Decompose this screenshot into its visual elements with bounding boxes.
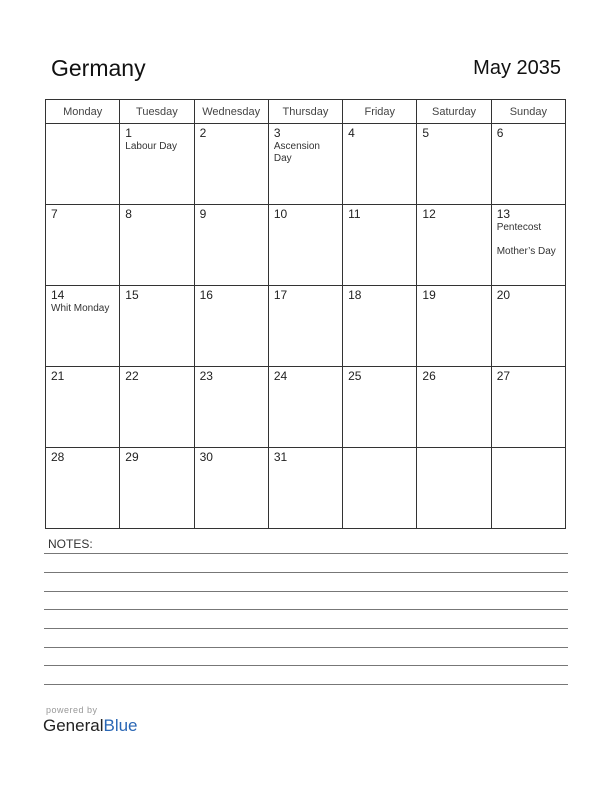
day-number: 21 <box>51 369 65 383</box>
logo-general: General <box>43 716 104 735</box>
day-number: 23 <box>199 369 213 383</box>
weekday-header: Monday <box>46 100 120 124</box>
day-cell[interactable] <box>46 367 120 448</box>
day-number: 14 <box>51 288 65 302</box>
note-line[interactable] <box>44 628 568 629</box>
note-line[interactable] <box>44 665 568 666</box>
holiday-label: Pentecost <box>496 222 542 233</box>
holiday-label: Mother’s Day <box>496 246 556 257</box>
day-cell[interactable] <box>120 124 194 205</box>
day-cell[interactable] <box>120 286 194 367</box>
day-cell[interactable] <box>343 205 417 286</box>
day-cell[interactable] <box>491 367 565 448</box>
day-cell[interactable] <box>417 205 491 286</box>
day-number: 16 <box>199 288 213 302</box>
week-row <box>46 448 566 529</box>
day-number: 20 <box>496 288 511 302</box>
weekday-header: Thursday <box>268 100 342 124</box>
note-line[interactable] <box>44 684 568 685</box>
week-row <box>46 124 566 205</box>
note-line[interactable] <box>44 609 568 610</box>
day-cell[interactable] <box>417 286 491 367</box>
day-number: 15 <box>125 288 139 302</box>
week-row <box>46 286 566 367</box>
day-cell[interactable] <box>120 448 194 529</box>
day-number: 8 <box>125 207 132 221</box>
day-number: 5 <box>422 126 430 140</box>
day-cell[interactable] <box>120 205 194 286</box>
weekday-header: Saturday <box>417 100 491 124</box>
day-cell[interactable] <box>46 124 120 205</box>
day-cell[interactable] <box>491 286 565 367</box>
day-cell[interactable] <box>268 124 342 205</box>
day-number: 1 <box>125 126 132 140</box>
note-line[interactable] <box>44 553 568 554</box>
notes-label: NOTES: <box>48 537 93 551</box>
day-number: 17 <box>273 288 288 302</box>
calendar-grid <box>45 99 566 529</box>
day-number: 2 <box>199 126 207 140</box>
week-row <box>46 367 566 448</box>
weekday-header: Tuesday <box>120 100 194 124</box>
day-cell[interactable] <box>194 448 268 529</box>
day-number: 10 <box>273 207 288 221</box>
day-cell[interactable] <box>343 448 417 529</box>
holiday-label: Labour Day <box>125 141 177 152</box>
day-cell[interactable] <box>120 367 194 448</box>
day-cell[interactable] <box>194 367 268 448</box>
day-cell[interactable] <box>268 367 342 448</box>
day-number: 9 <box>199 207 207 221</box>
note-line[interactable] <box>44 647 568 648</box>
day-number: 28 <box>51 450 65 464</box>
day-number: 19 <box>422 288 436 302</box>
day-number: 27 <box>496 369 511 383</box>
day-cell[interactable] <box>46 286 120 367</box>
day-cell[interactable] <box>194 124 268 205</box>
day-cell[interactable] <box>268 205 342 286</box>
day-cell[interactable] <box>46 448 120 529</box>
day-cell[interactable] <box>194 286 268 367</box>
day-number: 24 <box>273 369 288 383</box>
day-cell[interactable] <box>268 448 342 529</box>
day-number: 11 <box>348 207 361 221</box>
day-cell[interactable] <box>343 286 417 367</box>
day-cell[interactable] <box>417 367 491 448</box>
weekday-header: Wednesday <box>194 100 268 124</box>
day-cell[interactable] <box>194 205 268 286</box>
weekday-header: Friday <box>343 100 417 124</box>
country-title: Germany <box>51 55 146 81</box>
day-number: 7 <box>51 207 58 221</box>
day-number: 22 <box>125 369 139 383</box>
note-line[interactable] <box>44 572 568 573</box>
day-number: 12 <box>422 207 436 221</box>
day-cell[interactable] <box>417 448 491 529</box>
day-number: 26 <box>422 369 436 383</box>
day-number: 29 <box>125 450 139 464</box>
day-number: 30 <box>199 450 213 464</box>
day-cell[interactable] <box>491 124 565 205</box>
generalblue-logo <box>43 716 138 736</box>
weekday-header-row <box>46 100 566 124</box>
day-number: 31 <box>273 450 288 464</box>
day-cell[interactable] <box>491 205 565 286</box>
powered-by-text: powered by <box>46 705 98 715</box>
week-row <box>46 205 566 286</box>
day-number: 3 <box>273 126 281 140</box>
day-cell[interactable] <box>268 286 342 367</box>
day-number: 6 <box>496 126 504 140</box>
holiday-label: Ascension Day <box>273 141 320 164</box>
day-number: 25 <box>348 369 362 383</box>
month-title: May 2035 <box>473 57 561 79</box>
day-cell[interactable] <box>491 448 565 529</box>
holiday-label: Whit Monday <box>51 303 110 314</box>
day-cell[interactable] <box>46 205 120 286</box>
logo-blue: Blue <box>103 716 138 735</box>
day-number: 13 <box>496 207 511 221</box>
day-number: 4 <box>348 126 355 140</box>
day-cell[interactable] <box>417 124 491 205</box>
weekday-header: Sunday <box>491 100 565 124</box>
note-line[interactable] <box>44 591 568 592</box>
day-number: 18 <box>348 288 362 302</box>
day-cell[interactable] <box>343 367 417 448</box>
day-cell[interactable] <box>343 124 417 205</box>
